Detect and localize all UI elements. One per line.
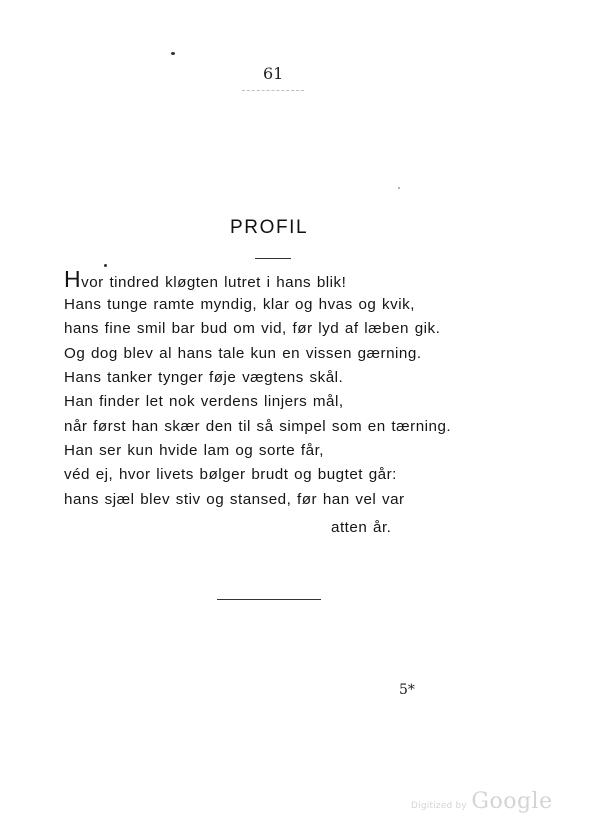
poem-line: når først han skær den til så simpel som en tærning. (64, 418, 452, 435)
poem-title: PROFIL (230, 217, 309, 238)
page-number: 61 (263, 64, 284, 83)
drop-cap: H (64, 266, 82, 292)
end-rule (217, 599, 321, 600)
print-speck (398, 187, 400, 189)
poem-line (64, 268, 346, 291)
poem-line: Han ser kun hvide lam og sorte får, (64, 442, 325, 459)
poem-line: Og dog blev al hans tale kun en vissen gærning. (64, 345, 422, 362)
watermark-brand: Google (471, 789, 553, 814)
poem-line: hans fine smil bar bud om vid, før lyd af læben gik. (64, 320, 441, 337)
poem-line: Hans tunge ramte myndig, klar og hvas og kvik, (64, 296, 415, 313)
print-speck (171, 52, 175, 55)
poem-last-line: atten år. (331, 519, 392, 536)
watermark-prefix: Digitized by (411, 801, 467, 811)
signature-mark: 5* (399, 682, 415, 698)
page-number-underline (242, 90, 304, 91)
print-speck (104, 264, 107, 267)
poem-line: hans sjæl blev stiv og stansed, før han vel var (64, 491, 405, 508)
poem-line: véd ej, hvor livets bølger brudt og bugtet går: (64, 466, 397, 483)
poem-line: Han finder let nok verdens linjers mål, (64, 393, 344, 410)
watermark (411, 789, 553, 814)
title-rule (255, 258, 291, 259)
poem-line: Hans tanker tynger føje vægtens skål. (64, 369, 344, 386)
poem-line-text: vor tindred kløgten lutret i hans blik! (81, 274, 347, 291)
